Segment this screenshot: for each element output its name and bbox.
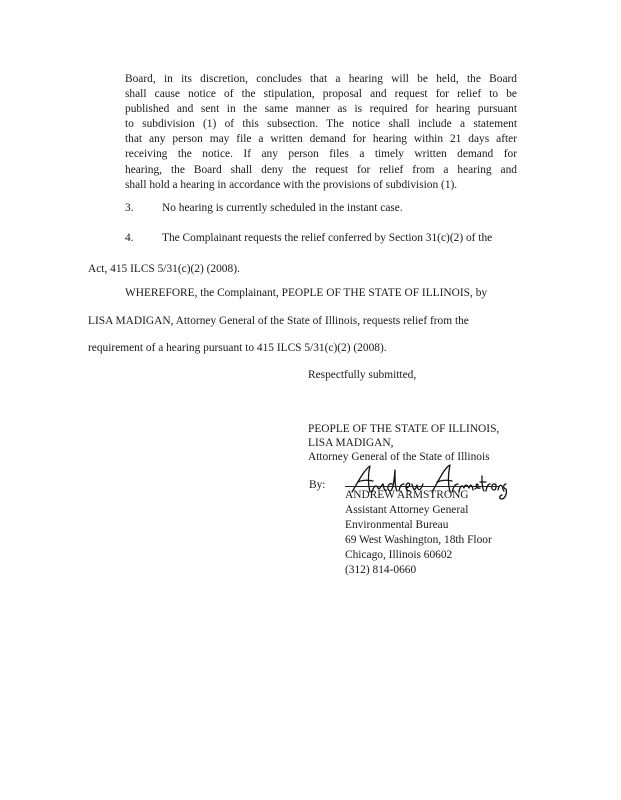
paragraph-text: No hearing is currently scheduled in the instant case.: [162, 202, 403, 214]
wherefore-line-3: requirement of a hearing pursuant to 415 ILCS 5/31(c)(2) (2008).: [88, 342, 387, 354]
address-line-2: Chicago, Illinois 60602: [345, 549, 453, 561]
signer-name: ANDREW ARMSTRONG: [345, 489, 469, 501]
phone: (312) 814-0660: [345, 564, 417, 576]
paragraph-3: [125, 201, 525, 217]
quote-line: to subdivision (1) of this subsection. The notice shall include a statement: [125, 118, 517, 131]
paragraph-4-continuation: Act, 415 ILCS 5/31(c)(2) (2008).: [88, 263, 240, 275]
quote-line: shall cause notice of the stipulation, proposal and request for relief to be: [125, 88, 517, 101]
paragraph-text: The Complainant requests the relief conferred by Section 31(c)(2) of the: [162, 232, 493, 244]
signer-title: Assistant Attorney General: [345, 504, 469, 516]
quote-line: shall hold a hearing in accordance with the provisions of subdivision (1).: [125, 178, 458, 191]
paragraph-number: 4.: [125, 232, 134, 244]
quote-line: that any person may file a written demand for hearing within 21 days after: [125, 133, 517, 146]
quote-line: published and sent in the same manner as is required for hearing pursuant: [125, 103, 517, 116]
bureau: Environmental Bureau: [345, 519, 449, 531]
quote-line: receiving the notice. If any person files a timely written demand for: [125, 148, 517, 161]
paragraph-4: [125, 231, 525, 247]
attorney-general-name: LISA MADIGAN,: [308, 437, 394, 449]
address-line-1: 69 West Washington, 18th Floor: [345, 534, 492, 546]
wherefore-line-1: WHEREFORE, the Complainant, PEOPLE OF THE STATE OF ILLINOIS, by: [125, 287, 488, 299]
paragraph-number: 3.: [125, 202, 134, 214]
party-name: PEOPLE OF THE STATE OF ILLINOIS,: [308, 423, 500, 435]
closing: Respectfully submitted,: [308, 369, 417, 381]
quote-line: Board, in its discretion, concludes that a hearing will be held, the Board: [125, 73, 517, 85]
wherefore-line-2: LISA MADIGAN, Attorney General of the State of Illinois, requests relief from the: [88, 315, 469, 327]
quote-line: hearing, the Board shall deny the request for relief from a hearing and: [125, 163, 517, 176]
by-label: By:: [309, 479, 326, 491]
signature-line: [345, 486, 500, 487]
statute-quote: [125, 72, 517, 193]
attorney-general-title: Attorney General of the State of Illinois: [308, 451, 490, 463]
